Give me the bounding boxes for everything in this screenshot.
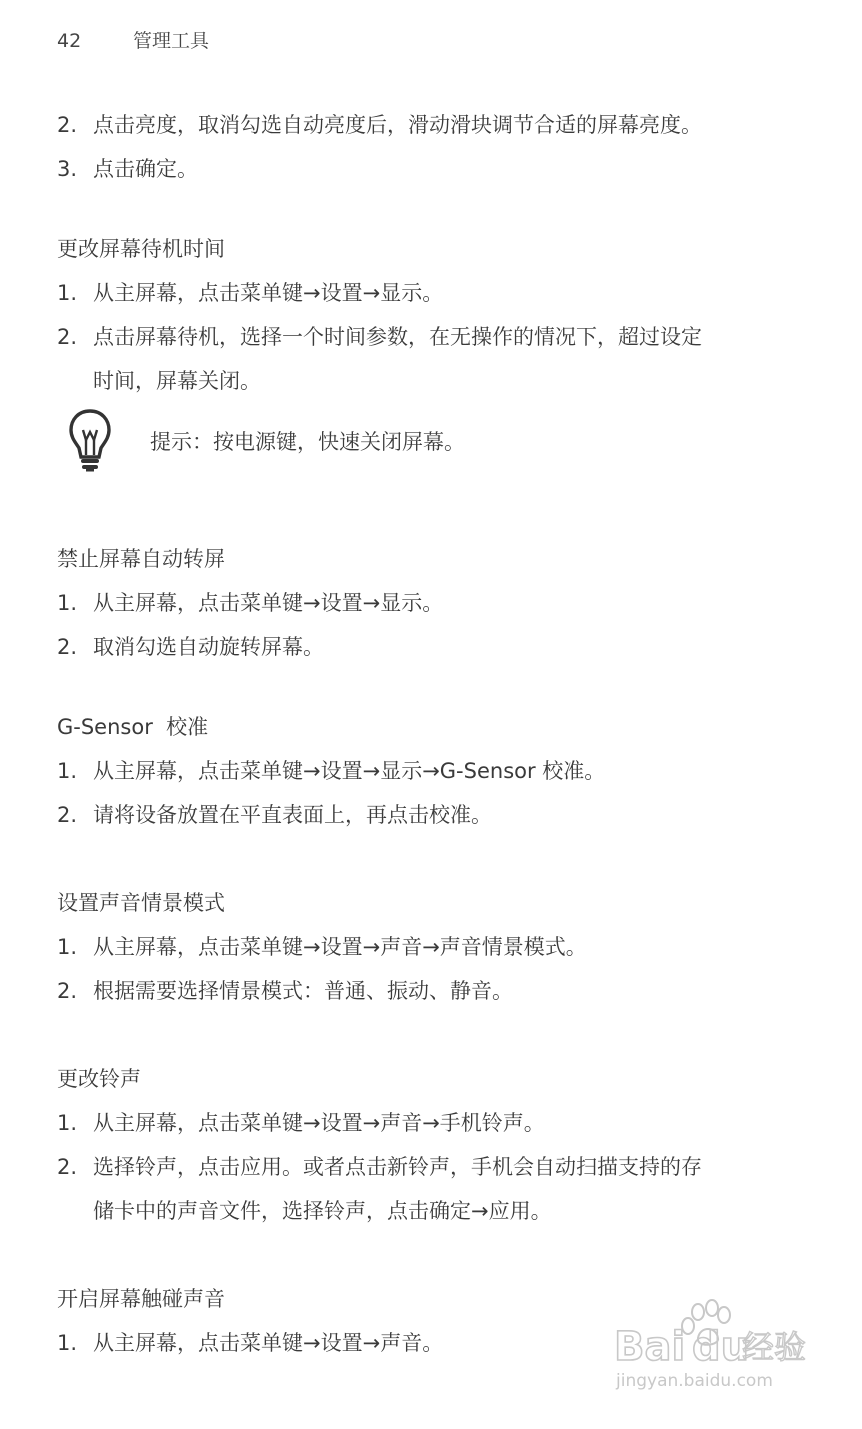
list-item: 2. 请将设备放置在平直表面上，再点击校准。 — [57, 803, 492, 827]
section-title: 设置声音情景模式 — [57, 891, 225, 915]
section-sound — [57, 881, 817, 1013]
lightbulb-icon — [68, 408, 112, 478]
section-title: 更改屏幕待机时间 — [57, 237, 225, 261]
list-item: 2. 取消勾选自动旋转屏幕。 — [57, 635, 324, 659]
page-header — [57, 26, 209, 53]
tip-text: 提示：按电源键，快速关闭屏幕。 — [150, 430, 465, 454]
list-item: 1. 从主屏幕，点击菜单键→设置→声音→手机铃声。 — [57, 1111, 545, 1135]
list-item: 2. 点击亮度，取消勾选自动亮度后，滑动滑块调节合适的屏幕亮度。 — [57, 113, 702, 137]
list-item: 3. 点击确定。 — [57, 157, 198, 181]
section-timeout — [57, 227, 817, 403]
svg-text:Bai: Bai — [614, 1324, 686, 1370]
list-item: 1. 从主屏幕，点击菜单键→设置→显示。 — [57, 281, 444, 305]
watermark-url: jingyan.baidu.com — [616, 1371, 773, 1391]
chapter-title: 管理工具 — [133, 30, 210, 52]
list-item: 1. 从主屏幕，点击菜单键→设置→声音。 — [57, 1331, 444, 1355]
list-item-continuation: 储卡中的声音文件，选择铃声，点击确定→应用。 — [93, 1199, 552, 1223]
list-item: 1. 从主屏幕，点击菜单键→设置→显示。 — [57, 591, 444, 615]
list-item: 1. 从主屏幕，点击菜单键→设置→声音→声音情景模式。 — [57, 935, 587, 959]
baidu-jingyan-watermark — [612, 1298, 812, 1393]
intro-steps — [57, 103, 817, 191]
section-title: 禁止屏幕自动转屏 — [57, 547, 225, 571]
list-item-continuation: 时间，屏幕关闭。 — [93, 369, 261, 393]
section-gsensor — [57, 705, 817, 837]
section-title: 更改铃声 — [57, 1067, 141, 1091]
list-item: 1. 从主屏幕，点击菜单键→设置→显示→G-Sensor 校准。 — [57, 759, 606, 783]
list-item: 2. 根据需要选择情景模式：普通、振动、静音。 — [57, 979, 513, 1003]
page-number: 42 — [57, 30, 82, 52]
svg-text:du: du — [692, 1324, 750, 1370]
svg-text:经验: 经验 — [742, 1328, 807, 1366]
section-rotate — [57, 537, 817, 669]
list-item: 2. 点击屏幕待机，选择一个时间参数，在无操作的情况下，超过设定 — [57, 325, 702, 349]
section-title: G-Sensor 校准 — [57, 715, 209, 739]
section-ringtone — [57, 1057, 817, 1233]
section-title: 开启屏幕触碰声音 — [57, 1287, 225, 1311]
list-item: 2. 选择铃声，点击应用。或者点击新铃声，手机会自动扫描支持的存 — [57, 1155, 702, 1179]
